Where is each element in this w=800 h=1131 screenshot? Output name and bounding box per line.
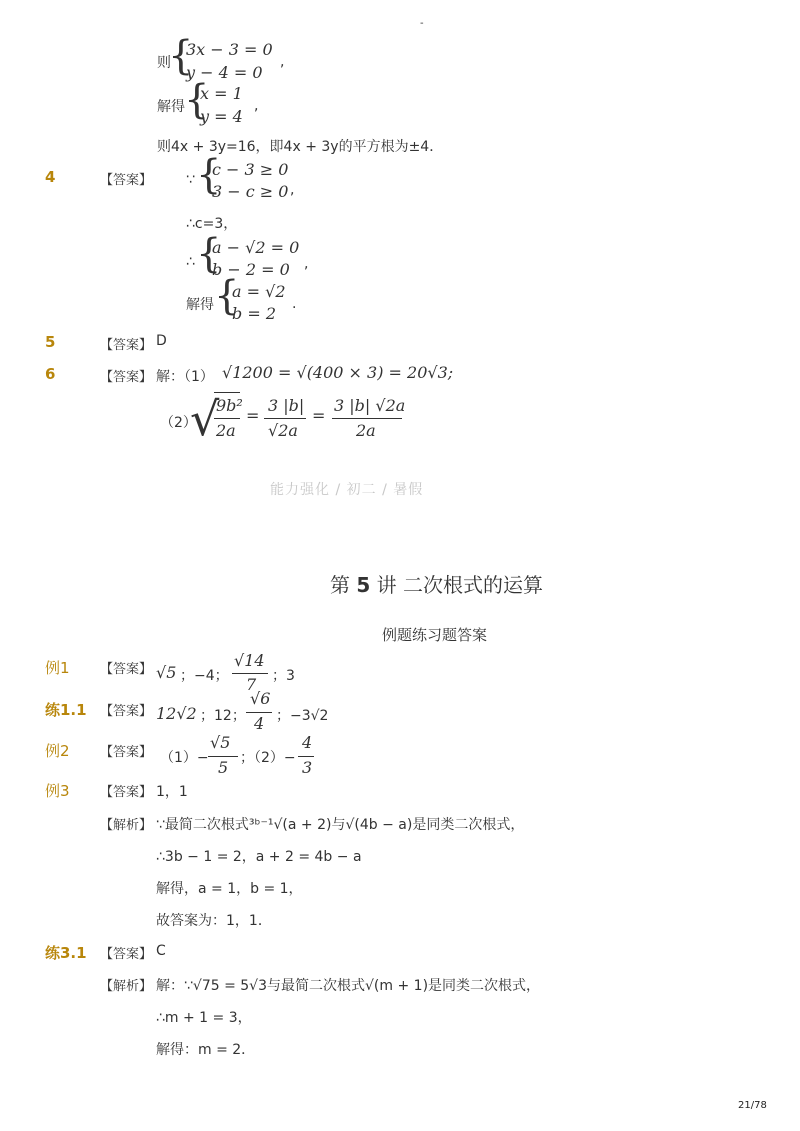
- equation: x = 1: [200, 84, 243, 103]
- because-symbol: ∵: [186, 172, 195, 188]
- analysis-line: ∵最简二次根式³ᵇ⁻¹√(a + 2)与√(4b − a)是同类二次根式，: [156, 817, 525, 833]
- equation: a = √2: [232, 282, 286, 301]
- equation: b = 2: [232, 304, 276, 323]
- fraction-numerator: √14: [234, 651, 265, 670]
- fraction-bar: [214, 418, 240, 419]
- fraction-numerator: 3 |b|: [268, 396, 305, 415]
- example-tag: 练1.1: [45, 701, 87, 719]
- fraction-bar: [232, 673, 268, 674]
- answer-part: √5: [156, 663, 177, 682]
- fraction-denominator: √2a: [268, 421, 298, 440]
- analysis-line: ∴m + 1 = 3，: [156, 1010, 252, 1026]
- part1-prefix: 解：（1）: [156, 369, 214, 385]
- example-tag: 例3: [45, 782, 70, 800]
- fraction-denominator: 5: [218, 758, 229, 777]
- fraction-denominator: 2a: [356, 421, 376, 440]
- therefore-symbol: ∴: [186, 254, 195, 270]
- comma: ,: [304, 256, 309, 272]
- equation: a − √2 = 0: [212, 238, 300, 257]
- answer-label: 【答案】: [100, 947, 153, 962]
- analysis-line: ∴3b − 1 = 2，a + 2 = 4b − a: [156, 849, 362, 865]
- equation: c − 3 ≥ 0: [212, 160, 289, 179]
- fraction-denominator: 4: [254, 714, 265, 733]
- sqrt-icon: √: [190, 392, 220, 446]
- title-prefix: 第: [330, 573, 350, 597]
- comma: ,: [254, 98, 259, 114]
- analysis-line: 解得，a = 1，b = 1，: [156, 881, 303, 897]
- fraction-numerator: √6: [250, 689, 271, 708]
- analysis-label: 【解析】: [100, 979, 153, 994]
- title-number: 5: [356, 573, 371, 597]
- answer-label: 【答案】: [100, 173, 153, 188]
- answer-label: 【答案】: [100, 785, 153, 800]
- analysis-label: 【解析】: [100, 818, 153, 833]
- equation: 3 − c ≥ 0: [212, 182, 289, 201]
- jiede-label: 解得: [157, 99, 185, 115]
- title-rest: 讲 二次根式的运算: [376, 573, 543, 597]
- answer-label: 【答案】: [100, 370, 153, 385]
- jiede-label: 解得: [186, 297, 214, 313]
- answer-part: （1）−: [160, 750, 209, 766]
- answer-part: ；（2）−: [240, 750, 296, 766]
- brace: {: [196, 152, 222, 198]
- brace: {: [184, 77, 210, 123]
- question-number: 6: [45, 365, 56, 383]
- fraction-denominator: 2a: [216, 421, 236, 440]
- answer-part: ；3: [272, 668, 295, 684]
- top-mark: -: [420, 18, 424, 29]
- example-tag: 例1: [45, 659, 70, 677]
- question-number: 4: [45, 168, 56, 186]
- fraction-bar: [264, 418, 306, 419]
- ze-label: 则: [157, 55, 171, 71]
- conclusion-line: 则4x + 3y=16，即4x + 3y的平方根为±4．: [157, 139, 444, 155]
- fraction-bar: [332, 418, 402, 419]
- answer-label: 【答案】: [100, 745, 153, 760]
- lecture-title: [330, 569, 543, 598]
- answer-label: 【答案】: [100, 338, 153, 353]
- fraction-numerator: 4: [302, 733, 313, 752]
- analysis-line: 解得：m = 2．: [156, 1042, 256, 1058]
- answer-part: 12√2: [156, 704, 197, 723]
- page-footer: 能力强化 / 初二 / 暑假: [270, 482, 424, 498]
- period: .: [292, 296, 297, 312]
- equals-sign: =: [246, 406, 260, 425]
- radical-bar: [214, 392, 240, 393]
- equals-sign: =: [312, 406, 326, 425]
- part2-prefix: （2）: [160, 415, 197, 431]
- page-number: 21/78: [738, 1100, 767, 1111]
- fraction-numerator: 9b²: [216, 396, 243, 415]
- brace: {: [196, 231, 222, 277]
- fraction-bar: [208, 756, 238, 757]
- brace: {: [168, 33, 194, 79]
- fraction-numerator: √5: [210, 733, 231, 752]
- example-tag: 练3.1: [45, 944, 87, 962]
- answer-value: C: [156, 943, 166, 959]
- answer-label: 【答案】: [100, 662, 153, 677]
- fraction-bar: [298, 756, 314, 757]
- answer-label: 【答案】: [100, 704, 153, 719]
- section-title: 例题练习题答案: [382, 626, 488, 644]
- fraction-numerator: 3 |b| √2a: [334, 396, 406, 415]
- equation: b − 2 = 0: [212, 260, 290, 279]
- answer-value: D: [156, 333, 167, 349]
- equation: 3x − 3 = 0: [186, 40, 273, 59]
- answer-part: ；−3√2: [276, 708, 329, 724]
- fraction-denominator: 7: [246, 675, 257, 694]
- fraction-bar: [246, 712, 272, 713]
- comma: ,: [280, 54, 285, 70]
- answer-value: 1，1: [156, 784, 188, 800]
- question-number: 5: [45, 333, 56, 351]
- c-line: ∴c=3，: [186, 216, 238, 232]
- equation: y − 4 = 0: [186, 63, 263, 82]
- analysis-line: 解：∵√75 = 5√3与最简二次根式√(m + 1)是同类二次根式，: [156, 978, 541, 994]
- brace: {: [214, 273, 240, 319]
- answer-part: ；−4；: [180, 668, 229, 684]
- answer-part: ；12；: [200, 708, 246, 724]
- part1-expression: √1200 = √(400 × 3) = 20√3;: [222, 363, 454, 382]
- example-tag: 例2: [45, 742, 70, 760]
- equation: y = 4: [200, 107, 243, 126]
- comma: ,: [290, 182, 295, 198]
- analysis-line: 故答案为：1，1．: [156, 913, 272, 929]
- fraction-denominator: 3: [302, 758, 313, 777]
